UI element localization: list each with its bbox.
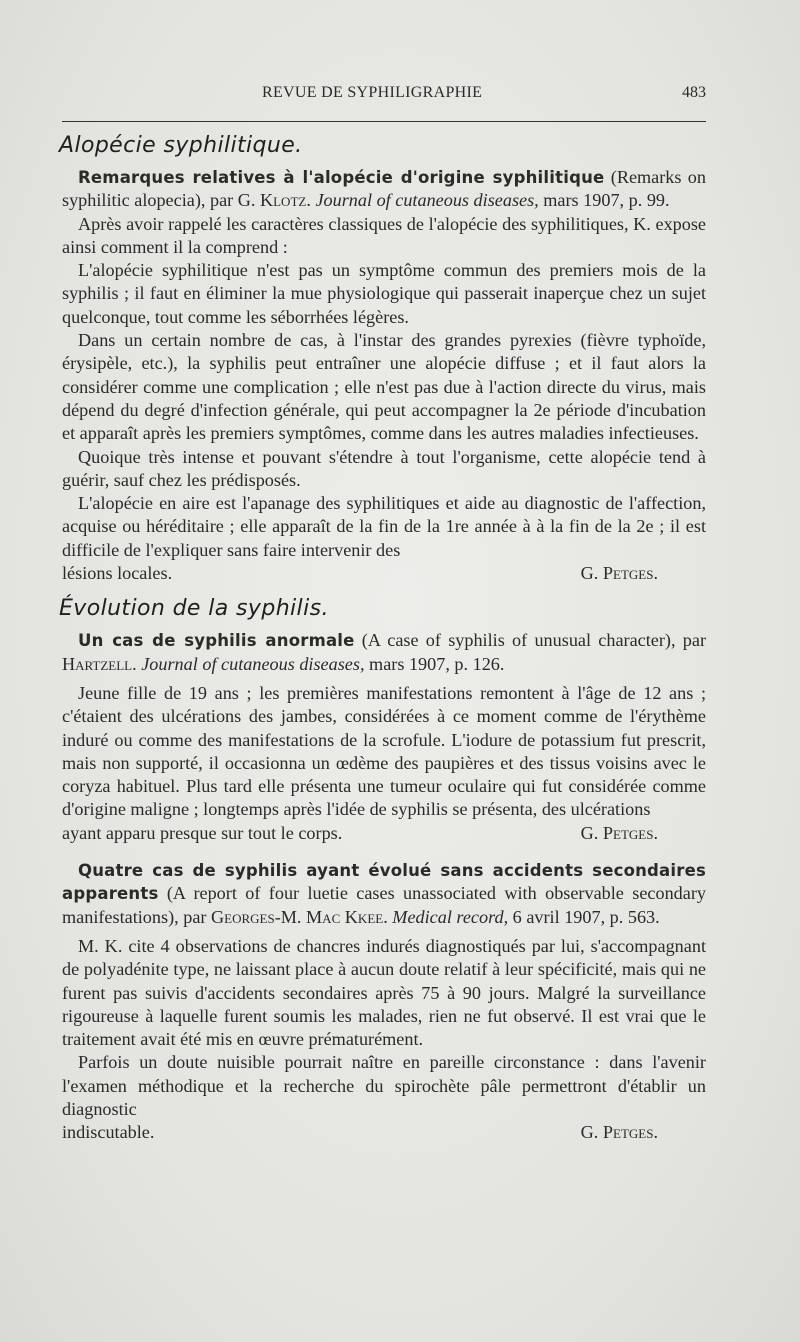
article-title: Un cas de syphilis anormale [78,631,355,651]
paragraph: Dans un certain nombre de cas, à l'instar des grandes pyrexies (fièvre typhoïde, érysipèle, etc.), la syphilis peut entraîner une alopécie diffuse ; et il faut alors la considérer comme une complication ; elle n'est pas due à l'action directe du virus, mais dépend du degré d'infection générale, qui peut accompagner la 2e période d'incubation et apparaît après les premiers symptômes, comme dans les autres maladies infectieuses. [62,330,706,444]
paragraph-last-line: ayant apparu presque sur tout le corps. [62,822,343,843]
article-ref-tail: mars 1907, p. 126. [364,653,505,674]
article-reference [62,166,706,213]
signature-line [62,1121,706,1144]
article-journal: Journal of cutaneous diseases, [315,190,539,211]
signature: G. Petges. [580,822,658,843]
running-head [62,84,706,108]
paragraph: Après avoir rappelé les caractères classiques de l'alopécie des syphilitiques, K. expose ainsi comment il la comprend : [62,213,706,257]
article-author: Klotz [259,190,307,211]
ref-separator: . [383,906,393,927]
article-reference [62,859,706,929]
article-journal: Medical record, [392,906,509,927]
article-subtitle: (A report of four luetie cases unassociated with observable secondary manifestations), par [62,883,706,927]
paragraph: M. K. cite 4 observations de chancres indurés diagnostiqués par lui, s'accompagnant de polyadénite type, ne laissant place à aucun doute relatif à leur spécificité, mais qui ne furent pas suivis d'accidents secondaires après 75 à 90 jours. Malgré la surveillance rigoureuse à laquelle furent soumis les malades, rien ne fut observé. Il est vrai que le traitement avait été mis en œuvre prématurément. [62,935,706,1050]
signature: G. Petges. [580,1122,658,1143]
header-rule [62,121,706,122]
paragraph-last-line: lésions locales. [62,563,173,584]
paragraph: L'alopécie en aire est l'apanage des syphilitiques et aide au diagnostic de l'affection, acquise ou héréditaire ; elle apparaît de la fin de la 1re année à à la fin de la 2e ; il est difficile de l'expliquer sans faire intervenir des [62,493,706,560]
paragraph: L'alopécie syphilitique n'est pas un symptôme commun des premiers mois de la syphilis ; il faut en éliminer la mue physiologique qui passerait inaperçue chez un sujet quelconque, tout comme les séborrhées légères. [62,260,706,327]
journal-title: REVUE DE SYPHILIGRAPHIE [262,84,483,101]
article-subtitle: (Remarks on syphilitic alopecia), par G. [62,167,706,211]
article-reference [62,629,706,676]
paragraph: Quoique très intense et pouvant s'étendre à tout l'organisme, cette alopécie tend à guérir, sauf chez les prédisposés. [62,446,706,490]
article-subtitle: (A case of syphilis of unusual character), par [354,630,706,651]
page-body [59,128,706,1145]
page-number: 483 [682,84,706,101]
paragraph-last-line: indiscutable. [62,1122,155,1143]
article-journal: Journal of cutaneous diseases, [141,653,365,674]
article-author: Hartzell [62,653,133,674]
ref-separator: . [132,653,142,674]
article-author: Georges-M. Mac Kkee [211,906,384,927]
paragraph: Jeune fille de 19 ans ; les premières manifestations remontent à l'âge de 12 ans ; c'étaient des ulcérations des jambes, considérées à ce moment comme de l'érythème induré ou comme des manifestations de la scrofule. L'iodure de potassium fut prescrit, mais non supporté, il occasionna un œdème des paupières et des tissus voisins avec le coryza habituel. Plus tard elle présenta une tumeur oculaire qui fut considérée comme d'origine maligne ; longtemps après l'idée de syphilis se présenta, des ulcérations [62,682,706,820]
section-heading-alopecie: Alopécie syphilitique. [59,133,303,158]
article-ref-tail: 6 avril 1907, p. 563. [508,906,660,927]
article-ref-tail: mars 1907, p. 99. [538,190,670,211]
section-heading-evolution: Évolution de la syphilis. [59,596,329,622]
article-title: Remarques relatives à l'alopécie d'origine syphilitique [78,168,605,187]
paragraph: Parfois un doute nuisible pourrait naître en pareille circonstance : dans l'avenir l'examen méthodique et la recherche du spirochète pâle permettront d'établir un diagnostic [62,1052,706,1119]
signature-line [62,562,706,585]
signature: G. Petges. [580,563,658,584]
article-title: Quatre cas de syphilis ayant évolué sans accidents secondaires apparents [62,861,706,904]
ref-separator: . [306,190,316,211]
signature-line [62,822,706,845]
